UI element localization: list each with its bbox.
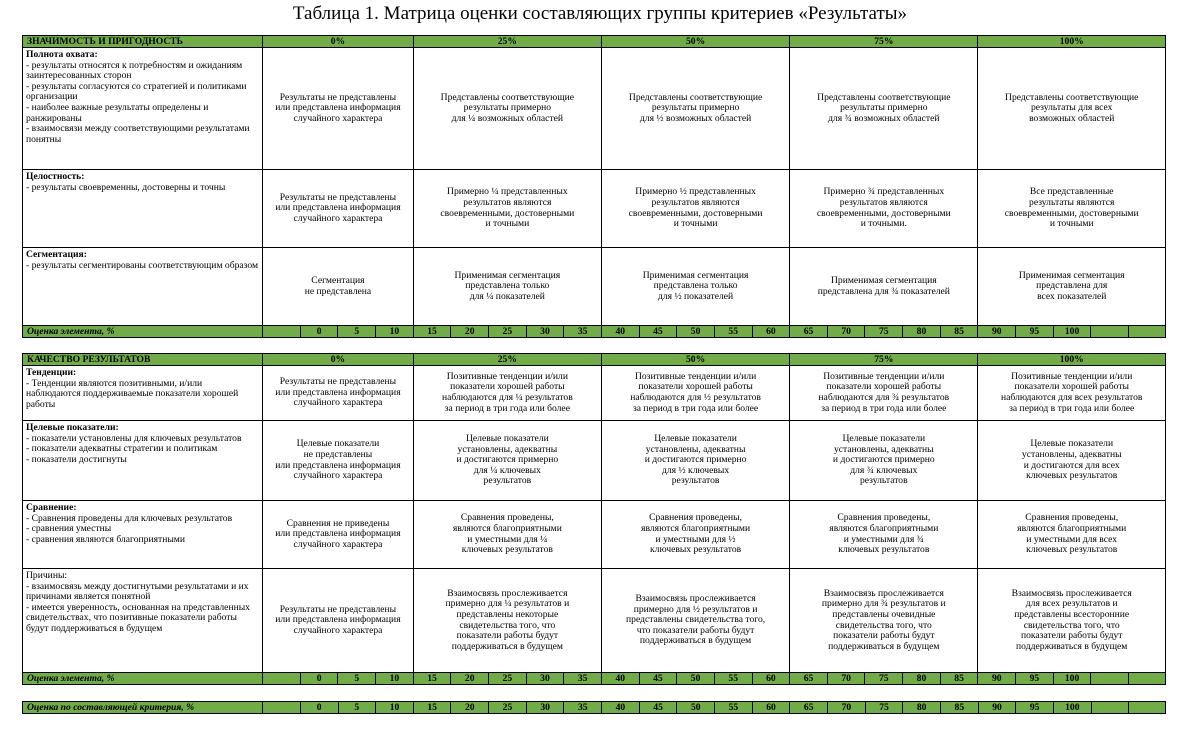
score-cell: 0 (300, 702, 338, 714)
criterion-item: - сравнения являются благоприятными (26, 533, 185, 545)
criterion-row (23, 48, 1166, 170)
score-cell (263, 326, 301, 338)
criterion-row (23, 248, 1166, 326)
section-header-row (23, 36, 1166, 48)
score-cell: 25 (489, 673, 527, 685)
table-title: Таблица 1. Матрица оценки составляющих группы критериев «Результаты» (292, 3, 908, 24)
score-cell: 40 (601, 326, 639, 338)
score-cell: 70 (827, 326, 865, 338)
score-cell: 95 (1016, 326, 1054, 338)
score-cell (1091, 326, 1129, 338)
criterion-item: - имеется уверенность, основанная на представленных свидетельствах, что позитивные показатели работы будут поддерживаться в будущем (26, 601, 250, 634)
score-cell: 35 (564, 702, 602, 714)
level-description: Применимая сегментация представлена для всех показателей (978, 248, 1166, 326)
criterion-description (23, 170, 263, 248)
score-cell: 90 (978, 673, 1016, 685)
score-cell: 40 (601, 673, 639, 685)
level-header: 25% (413, 354, 601, 366)
score-cell: 80 (903, 702, 941, 714)
score-cell: 95 (1016, 702, 1054, 714)
level-description: Результаты не представлены или представлена информация случайного характера (263, 48, 414, 170)
level-description: Примерно ¼ представленных результатов являются своевременными, достоверными и точными (413, 170, 601, 248)
score-cell: 45 (639, 673, 677, 685)
criterion-heading: Целостность: (26, 171, 85, 182)
score-cell: 75 (865, 673, 903, 685)
level-description: Целевые показатели не представлены или представлена информация случайного характера (263, 421, 414, 501)
score-cell: 65 (790, 702, 828, 714)
level-description: Целевые показатели установлены, адекватны и достигаются примерно для ¾ ключевых результатов (790, 421, 978, 501)
score-cell: 55 (715, 702, 753, 714)
score-cell (1129, 673, 1166, 685)
score-cell: 15 (413, 673, 451, 685)
score-cell: 85 (941, 702, 979, 714)
score-cell: 5 (338, 673, 376, 685)
score-cell: 100 (1053, 326, 1091, 338)
score-cell: 75 (865, 326, 903, 338)
criterion-item: - результаты согласуются со стратегией и политиками организации (26, 80, 247, 103)
level-description: Взаимосвязь прослеживается примерно для ½ результатов и представлены свидетельства того, что показатели работы будут поддерживаться в будущем (601, 569, 789, 673)
score-cell: 65 (790, 326, 828, 338)
level-description: Применимая сегментация представлена только для ½ показателей (601, 248, 789, 326)
level-description: Сегментация не представлена (263, 248, 414, 326)
criterion-item: - наиболее важные результаты определены и ранжированы (26, 101, 209, 124)
score-cell: 0 (300, 673, 338, 685)
score-cell: 50 (677, 326, 715, 338)
score-label: Оценка по составляющей критерия, % (23, 702, 263, 714)
score-cell: 60 (752, 702, 790, 714)
level-header: 0% (263, 354, 414, 366)
score-cell: 65 (790, 673, 828, 685)
criterion-description (23, 421, 263, 501)
criterion-row (23, 366, 1166, 421)
level-header: 50% (601, 354, 789, 366)
level-description: Взаимосвязь прослеживается для всех результатов и представлены всесторонние свидетельства того, что показатели работы будут поддерживаться в будущем (978, 569, 1166, 673)
score-cell: 30 (526, 326, 564, 338)
level-description: Взаимосвязь прослеживается примерно для ¾ результатов и представлены очевидные свидетельства того, что показатели работы будут поддерживаться в будущем (790, 569, 978, 673)
level-description: Взаимосвязь прослеживается примерно для ¼ результатов и представлены некоторые свидетельства того, что показатели работы будут поддерживаться в будущем (413, 569, 601, 673)
level-header: 0% (263, 36, 414, 48)
criterion-item: - взаимосвязь между достигнутыми результатами и их причинами является понятной (26, 580, 249, 603)
level-description: Позитивные тенденции и/или показатели хорошей работы наблюдаются для ¾ результатов за период в три года или более (790, 366, 978, 421)
score-cell: 75 (865, 702, 903, 714)
level-description: Примерно ½ представленных результатов являются своевременными, достоверными и точными (601, 170, 789, 248)
level-description: Результаты не представлены или представлена информация случайного характера (263, 569, 414, 673)
criterion-description (23, 569, 263, 673)
section-heading: ЗНАЧИМОСТЬ И ПРИГОДНОСТЬ (23, 36, 263, 48)
score-cell (1091, 673, 1129, 685)
level-description: Применимая сегментация представлена для ¾ показателей (790, 248, 978, 326)
criterion-heading: Целевые показатели: (26, 422, 119, 433)
criterion-description (23, 501, 263, 569)
score-cell: 55 (714, 673, 752, 685)
level-description: Применимая сегментация представлена только для ¼ показателей (413, 248, 601, 326)
score-cell: 10 (376, 326, 414, 338)
level-description: Сравнения проведены, являются благоприятными и уместными для ¾ ключевых результатов (790, 501, 978, 569)
score-cell: 15 (413, 326, 451, 338)
level-description: Результаты не представлены или представлена информация случайного характера (263, 170, 414, 248)
criterion-item: - результаты сегментированы соответствующим образом (26, 259, 259, 271)
score-cell: 70 (828, 702, 866, 714)
level-header: 75% (790, 36, 978, 48)
criterion-item: - результаты относятся к потребностям и ожиданиям заинтересованных сторон (26, 59, 243, 82)
matrix-section-quality (22, 353, 1166, 685)
score-cell: 10 (376, 702, 414, 714)
level-description: Представлены соответствующие результаты примерно для ¾ возможных областей (790, 48, 978, 170)
matrix-total-score (22, 701, 1166, 714)
score-cell: 60 (752, 326, 790, 338)
score-cell: 90 (978, 326, 1016, 338)
level-description: Сравнения не приведены или представлена информация случайного характера (263, 501, 414, 569)
level-description: Позитивные тенденции и/или показатели хорошей работы наблюдаются для всех результатов за период в три года или более (978, 366, 1166, 421)
criterion-heading: Полнота охвата: (26, 49, 98, 60)
score-cell: 15 (413, 702, 451, 714)
score-row (23, 673, 1166, 685)
score-cell: 85 (940, 326, 978, 338)
score-cell: 40 (602, 702, 640, 714)
score-cell: 25 (489, 702, 527, 714)
score-cell: 90 (978, 702, 1016, 714)
score-cell: 20 (451, 673, 489, 685)
matrix-section-significance (22, 35, 1166, 338)
level-header: 50% (601, 36, 789, 48)
section-heading: КАЧЕСТВО РЕЗУЛЬТАТОВ (23, 354, 263, 366)
score-cell: 45 (639, 326, 677, 338)
score-cell: 60 (752, 673, 790, 685)
score-cell: 50 (677, 673, 715, 685)
criterion-heading: Сегментация: (26, 249, 87, 260)
score-cell: 20 (451, 702, 489, 714)
score-label: Оценка элемента, % (23, 326, 263, 338)
level-description: Сравнения проведены, являются благоприятными и уместными для ½ ключевых результатов (601, 501, 789, 569)
score-cell: 95 (1016, 673, 1054, 685)
level-description: Все представленные результаты являются своевременными, достоверными и точными (978, 170, 1166, 248)
level-description: Позитивные тенденции и/или показатели хорошей работы наблюдаются для ½ результатов за период в три года или более (601, 366, 789, 421)
criterion-heading: Причины: (26, 570, 68, 581)
score-cell: 25 (489, 326, 527, 338)
criterion-row (23, 501, 1166, 569)
score-cell: 5 (338, 326, 376, 338)
score-cell: 45 (639, 702, 677, 714)
score-row (23, 326, 1166, 338)
score-cell: 10 (376, 673, 414, 685)
criterion-description (23, 48, 263, 170)
criterion-item: - взаимосвязи между соответствующими результатами понятны (26, 123, 250, 145)
score-cell: 35 (564, 673, 602, 685)
criterion-item: - Сравнения проведены для ключевых результатов (26, 512, 233, 524)
score-cell: 100 (1053, 702, 1091, 714)
criterion-item: - показатели достигнуты (26, 453, 127, 465)
criterion-row (23, 421, 1166, 501)
score-cell: 70 (827, 673, 865, 685)
criterion-item: - Тенденции являются позитивными, и/или наблюдаются поддерживаемые показатели хорошей работы (26, 377, 239, 410)
level-header: 100% (978, 354, 1166, 366)
score-cell: 85 (940, 673, 978, 685)
criterion-row (23, 170, 1166, 248)
level-description: Представлены соответствующие результаты для всех возможных областей (978, 48, 1166, 170)
score-cell (1129, 702, 1166, 714)
criterion-item: - показатели установлены для ключевых результатов (26, 432, 242, 444)
score-cell: 30 (526, 702, 564, 714)
score-label: Оценка элемента, % (23, 673, 263, 685)
score-cell (1129, 326, 1166, 338)
level-description: Сравнения проведены, являются благоприятными и уместными для ¼ ключевых результатов (413, 501, 601, 569)
criterion-heading: Тенденции: (26, 367, 77, 378)
score-cell (263, 673, 301, 685)
level-description: Позитивные тенденции и/или показатели хорошей работы наблюдаются для ¼ результатов за период в три года или более (413, 366, 601, 421)
score-cell: 30 (526, 673, 564, 685)
level-description: Представлены соответствующие результаты примерно для ½ возможных областей (601, 48, 789, 170)
section-header-row (23, 354, 1166, 366)
level-header: 75% (790, 354, 978, 366)
level-header: 25% (413, 36, 601, 48)
score-cell: 100 (1053, 673, 1091, 685)
level-description: Целевые показатели установлены, адекватны и достигаются примерно для ¼ ключевых результатов (413, 421, 601, 501)
score-cell (1091, 702, 1129, 714)
criterion-description (23, 366, 263, 421)
score-cell: 80 (903, 673, 941, 685)
score-cell: 0 (300, 326, 338, 338)
criterion-item: - результаты своевременны, достоверны и точны (26, 181, 226, 193)
score-cell: 50 (677, 702, 715, 714)
level-description: Представлены соответствующие результаты примерно для ¼ возможных областей (413, 48, 601, 170)
score-cell: 80 (903, 326, 941, 338)
criterion-item: - сравнения уместны (26, 523, 112, 535)
score-cell: 55 (714, 326, 752, 338)
score-cell: 20 (451, 326, 489, 338)
score-cell: 35 (564, 326, 602, 338)
level-description: Целевые показатели установлены, адекватны и достигаются примерно для ½ ключевых результатов (601, 421, 789, 501)
level-header: 100% (978, 36, 1166, 48)
level-description: Сравнения проведены, являются благоприятными и уместными для всех ключевых результатов (978, 501, 1166, 569)
score-cell (263, 702, 301, 714)
criterion-description (23, 248, 263, 326)
criterion-item: - показатели адекватны стратегии и политикам (26, 443, 218, 455)
score-cell: 5 (338, 702, 376, 714)
level-description: Целевые показатели установлены, адекватны и достигаются для всех ключевых результатов (978, 421, 1166, 501)
score-row (23, 702, 1166, 714)
criterion-heading: Сравнение: (26, 502, 77, 513)
level-description: Примерно ¾ представленных результатов являются своевременными, достоверными и точными. (790, 170, 978, 248)
level-description: Результаты не представлены или представлена информация случайного характера (263, 366, 414, 421)
criterion-row (23, 569, 1166, 673)
